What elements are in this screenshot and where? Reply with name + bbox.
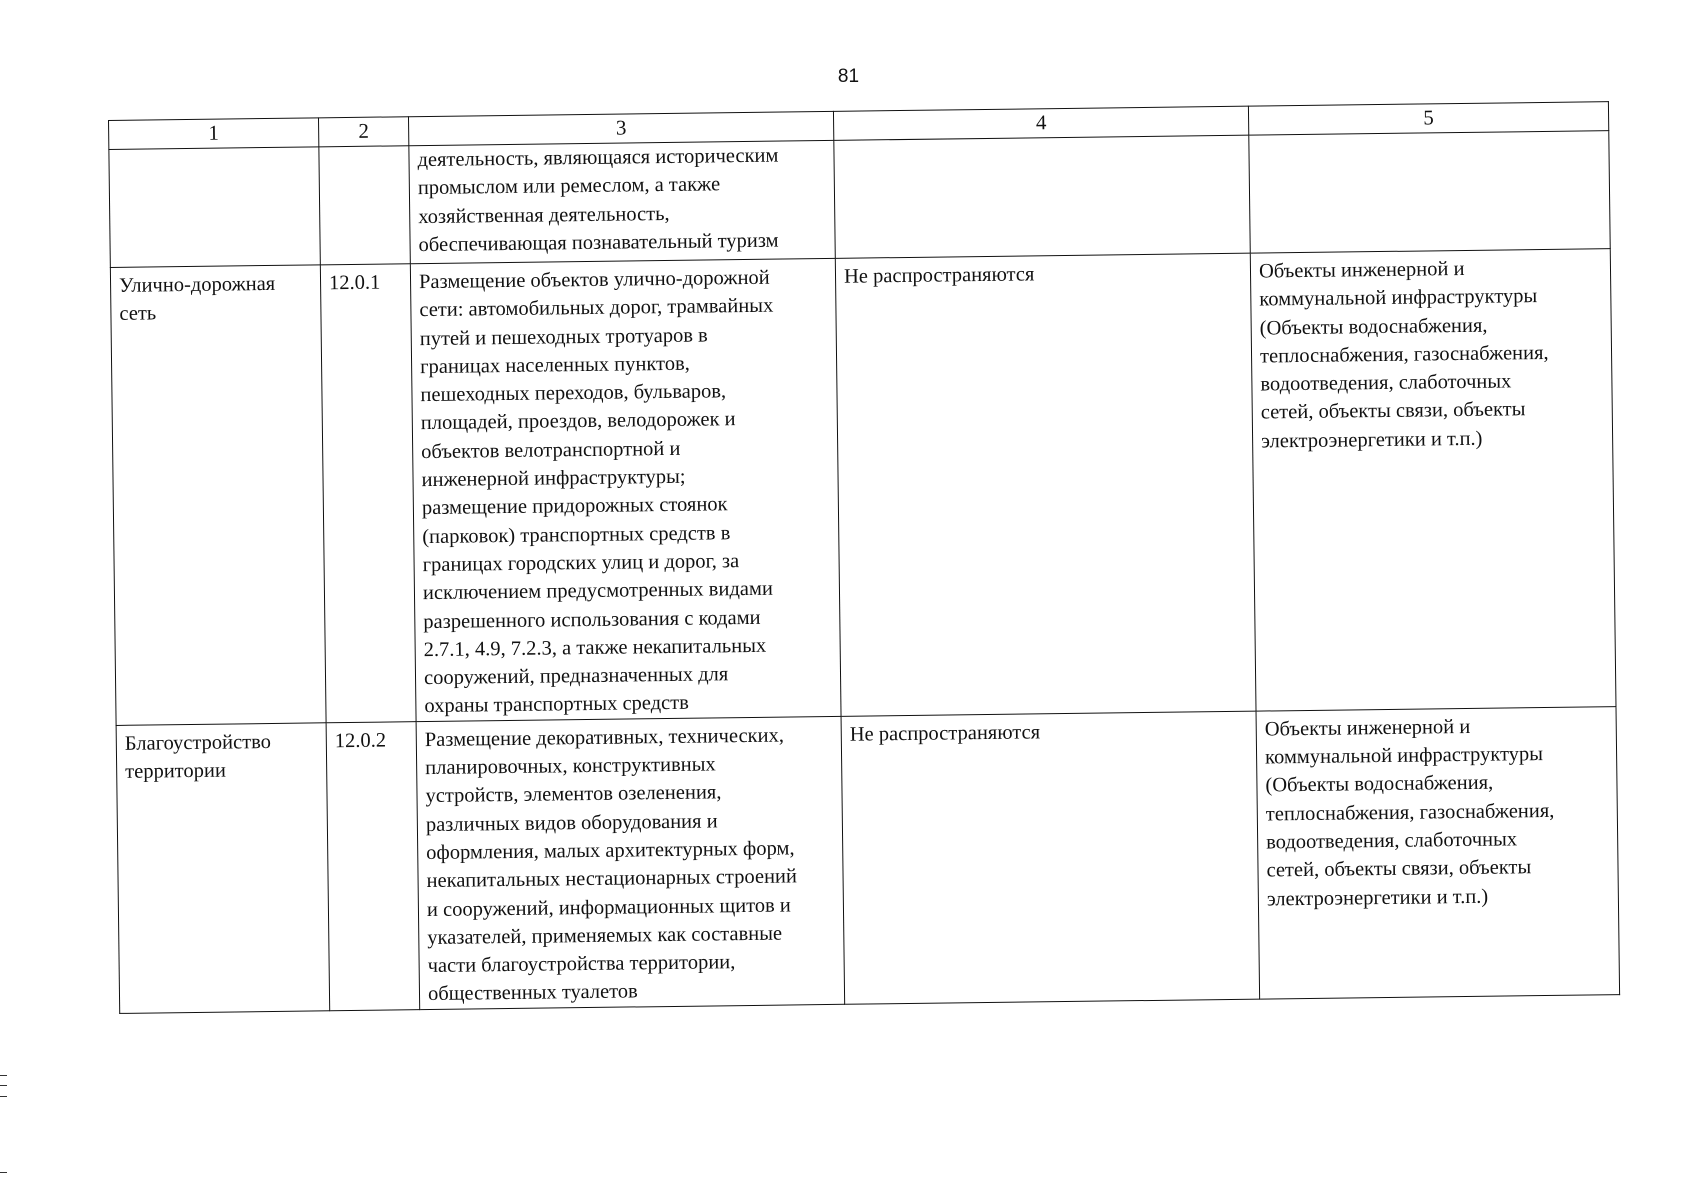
use-type-code: 12.0.2 [326,721,420,1010]
continuation-col-1 [109,147,320,268]
continuation-description [409,140,835,263]
header-col-4: 4 [833,106,1248,140]
header-col-2: 2 [318,117,408,147]
use-type-col-4: Не распространяются [841,711,1260,1004]
margin-mark [0,1075,7,1097]
use-type-code: 12.0.1 [320,264,416,723]
use-type-name: Благоустройство территории [116,723,330,1014]
table-row [116,706,1620,1013]
continuation-description-text: деятельность, являющаяся историческим промыслом или ремеслом, а также хозяйственная деятельность, обеспечивающая познавательный туризм [417,144,779,256]
header-col-5: 5 [1248,102,1608,136]
continuation-col-5 [1249,131,1610,254]
use-type-description: Размещение декоративных, технических, планировочных, конструктивных устройств, элементов озеленения, различных видов оборудования и оформления, малых архитектурных форм, некапитальных нестационарных строений и сооружений, информационных щитов и указателей, применяемых как составные части благоустройства территории, общественных туалетов [416,716,845,1009]
use-type-description: Размещение объектов улично-дорожной сети: автомобильных дорог, трамвайных путей и пешеходных тротуаров в границах населенных пунктов, пешеходных переходов, бульваров, площадей, проездов, велодорожек и объектов велотранспортной и инженерной инфраструктуры; размещение придорожных стоянок (парковок) транспортных средств в границах городских улиц и дорог, за исключением предусмотренных видами разрешенного использования с кодами 2.7.1, 4.9, 7.2.3, а также некапитальных сооружений, предназначенных для охраны транспортных средств [410,258,841,721]
use-type-col-5: Объекты инженерной и коммунальной инфраструктуры (Объекты водоснабжения, теплоснабжения, газоснабжения, водоотведения, слаботочных сетей, объекты связи, объекты электроэнергетики и т.п.) [1256,706,1620,998]
margin-dash [0,1172,7,1173]
use-type-col-5: Объекты инженерной и коммунальной инфраструктуры (Объекты водоснабжения, теплоснабжения, газоснабжения, водоотведения, слаботочных сетей, объекты связи, объекты электроэнергетики и т.п.) [1250,249,1616,711]
header-col-1: 1 [109,118,319,150]
regulations-table [108,101,1620,1014]
use-type-name: Улично-дорожная сеть [110,265,326,725]
table-row-continuation [109,131,1610,268]
continuation-col-2 [319,146,410,265]
use-type-col-4: Не распространяются [835,253,1256,716]
table-row [110,249,1616,726]
header-col-3: 3 [408,111,833,145]
page-number: 81 [837,66,860,87]
continuation-col-4 [834,135,1250,258]
